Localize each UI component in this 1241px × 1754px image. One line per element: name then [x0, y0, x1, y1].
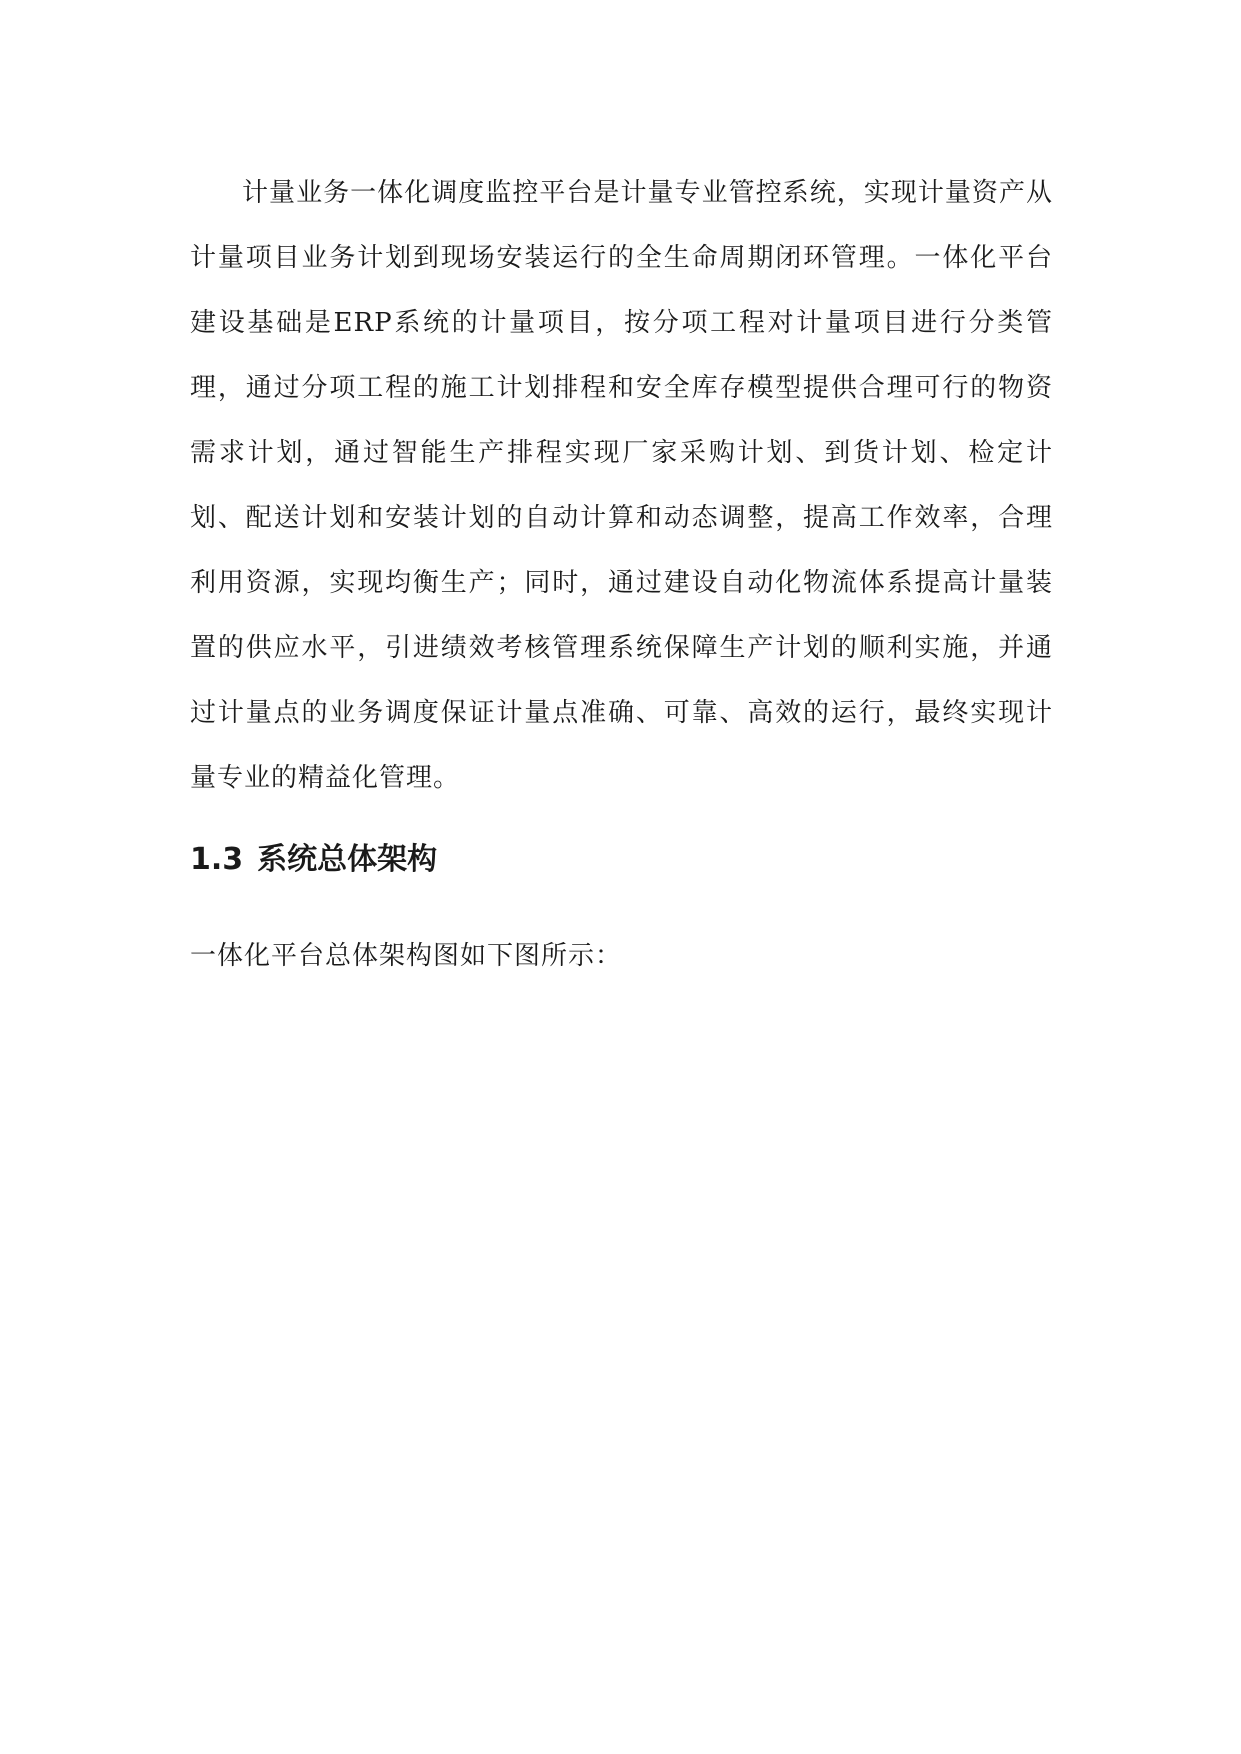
section-title: 系统总体架构: [257, 842, 438, 877]
figure-intro-text: 一体化平台总体架构图如下图所示：: [190, 941, 623, 971]
section-heading: [190, 838, 437, 882]
body-paragraph: 计量业务一体化调度监控平台是计量专业管控系统，实现计量资产从计量项目业务计划到现场安装运行的全生命周期闭环管理。一体化平台建设基础是ERP系统的计量项目，按分项工程对计量项目进行分类管理，通过分项工程的施工计划排程和安全库存模型提供合理可行的物资需求计划，通过智能生产排程实现厂家采购计划、到货计划、检定计划、配送计划和安装计划的自动计算和动态调整，提高工作效率，合理利用资源，实现均衡生产；同时，通过建设自动化物流体系提高计量装置的供应水平，引进绩效考核管理系统保障生产计划的顺利实施，并通过计量点的业务调度保证计量点准确、可靠、高效的运行，最终实现计量专业的精益化管理。: [190, 178, 1053, 793]
section-number: 1.3: [190, 842, 244, 877]
